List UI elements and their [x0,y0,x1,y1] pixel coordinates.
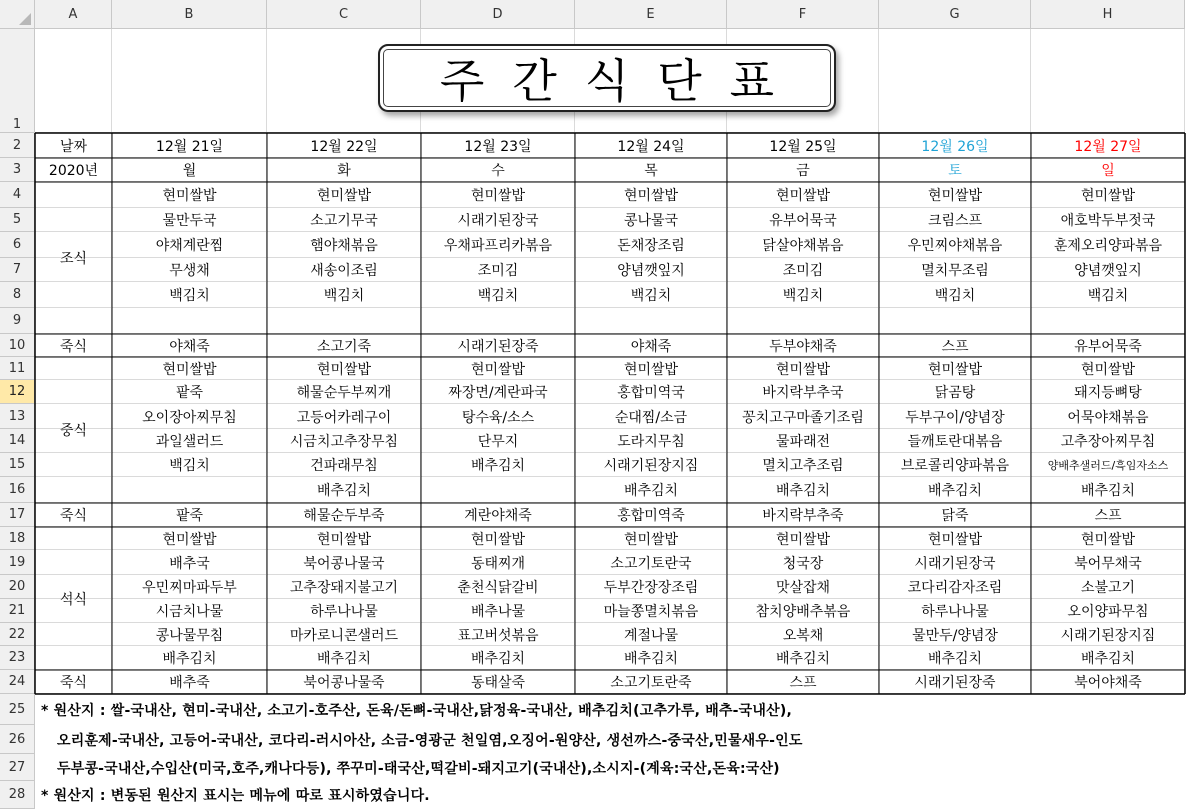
menu-item[interactable]: 어묵야채볶음 [1067,409,1149,426]
menu-item[interactable]: 현미쌀밥 [1080,361,1136,378]
date-cell[interactable]: 12월 22일 [310,138,378,155]
date-cell[interactable]: 12월 25일 [769,138,837,155]
menu-item[interactable]: 물파래전 [775,434,831,450]
menu-item[interactable]: 배추김치 [1080,651,1136,667]
menu-item[interactable]: 북어야채죽 [1074,675,1142,691]
menu-item[interactable]: 현미쌀밥 [1080,531,1136,548]
origin-note[interactable]: * 원산지 : 쌀-국내산, 현미-국내산, 소고기-호주산, 돈육/돈뼈-국내산,닭정육-국내산, 배추김치(고추가루, 배추-국내산), [41,702,792,719]
menu-item[interactable]: 오복채 [782,627,824,644]
menu-item[interactable]: 두부간장장조림 [603,580,699,596]
menu-item[interactable]: 브로콜리양파볶음 [900,458,1010,474]
menu-item[interactable]: 팥죽 [175,385,204,401]
row-header-24[interactable]: 24 [0,670,35,694]
menu-item[interactable]: 현미쌀밥 [470,188,526,204]
grid-cell[interactable] [35,29,112,133]
menu-item[interactable]: 백김치 [782,288,824,304]
column-header-h[interactable]: H [1031,0,1185,29]
grid-cell[interactable] [1031,29,1185,133]
menu-item[interactable]: 닭죽 [941,508,969,524]
menu-item[interactable]: 조미김 [477,263,519,279]
menu-item[interactable]: 시래기된장죽 [914,675,996,691]
menu-item[interactable]: 건파래무침 [310,458,378,474]
origin-note[interactable]: 두부콩-국내산,수입산(미국,호주,캐나다등), 쭈꾸미-태국산,떡갈비-돼지고기(국내산),소시지-(계육:국산,돈육:국산) [57,760,780,777]
menu-item[interactable]: 배추김치 [316,483,372,499]
menu-item[interactable]: 팥죽 [175,508,204,524]
menu-item[interactable]: 현미쌀밥 [162,361,217,378]
menu-item[interactable]: 소고기토란국 [610,555,692,572]
row-header-22[interactable]: 22 [0,623,35,646]
menu-item[interactable]: 햄야채볶음 [310,238,378,254]
menu-item[interactable]: 마카로니콘샐러드 [289,627,399,644]
menu-item[interactable]: 하루나나물 [921,604,989,620]
menu-item[interactable]: 홍합미역국 [617,385,685,401]
menu-item[interactable]: 조미김 [782,263,824,279]
menu-item[interactable]: 동태찌개 [470,555,526,572]
menu-item[interactable]: 현미쌀밥 [1080,188,1136,204]
column-header-g[interactable]: G [879,0,1031,29]
origin-note[interactable]: 오리훈제-국내산, 고등어-국내산, 코다리-러시아산, 소금-영광군 천일염,오징어-원양산, 생선까스-중국산,민물새우-인도 [57,732,803,749]
menu-item[interactable]: 동태살죽 [470,675,526,691]
row-header-26[interactable]: 26 [0,725,35,754]
menu-item[interactable]: 참치양배추볶음 [755,604,851,620]
menu-item[interactable]: 배추김치 [1080,483,1136,499]
menu-item[interactable]: 양배추샐러드/흑임자소스 [1047,459,1169,472]
menu-item[interactable]: 콩나물무침 [155,627,224,644]
menu-item[interactable]: 해물순두부죽 [303,508,385,524]
year-label[interactable]: 2020년 [48,163,99,179]
menu-item[interactable]: 표고버섯볶음 [457,627,539,644]
menu-item[interactable]: 시금치고추장무침 [289,434,399,450]
grid-cell[interactable] [267,308,421,334]
menu-item[interactable]: 백김치 [630,288,672,304]
grid-cell[interactable] [575,308,727,334]
menu-item[interactable]: 단무지 [477,434,519,450]
menu-item[interactable]: 맛살잡채 [775,580,831,596]
row-header-3[interactable]: 3 [0,158,35,182]
menu-item[interactable]: 배추김치 [316,651,372,667]
grid-cell[interactable] [112,29,267,133]
row-header-2[interactable]: 2 [0,133,35,158]
menu-item[interactable]: 현미쌀밥 [470,531,526,548]
menu-item[interactable]: 소고기죽 [316,338,372,355]
menu-item[interactable]: 홍합미역죽 [617,508,685,524]
grid-cell[interactable] [112,308,267,334]
menu-item[interactable]: 꽁치고구마졸기조림 [742,409,864,426]
menu-item[interactable]: 돼지등뼈탕 [1074,385,1142,401]
menu-item[interactable]: 오이장아찌무침 [142,409,237,426]
day-cell[interactable]: 일 [1101,163,1115,179]
menu-item[interactable]: 백김치 [477,288,519,304]
row-header-10[interactable]: 10 [0,334,35,357]
menu-item[interactable]: 배추김치 [927,651,983,667]
menu-item[interactable]: 배추김치 [162,651,217,667]
menu-item[interactable]: 오이양파무침 [1067,604,1149,620]
row-header-18[interactable]: 18 [0,527,35,550]
menu-item[interactable]: 계절나물 [623,627,679,644]
grid-cell[interactable] [112,477,267,503]
menu-item[interactable]: 물만두국 [162,213,217,229]
menu-item[interactable]: 고등어카레구이 [296,409,392,426]
menu-item[interactable]: 닭곰탕 [934,385,976,401]
menu-item[interactable]: 백김치 [169,288,210,304]
menu-item[interactable]: 배추김치 [775,483,831,499]
menu-item[interactable]: 스프 [941,338,969,355]
menu-item[interactable]: 두부야채죽 [769,338,837,355]
menu-item[interactable]: 백김치 [1087,288,1129,304]
menu-item[interactable]: 순대찜/소금 [614,409,688,426]
menu-item[interactable]: 시래기된장국 [914,555,996,572]
menu-item[interactable]: 도라지무침 [617,434,685,450]
menu-item[interactable]: 유부어묵죽 [1074,338,1142,355]
menu-item[interactable]: 백김치 [323,288,365,304]
menu-item[interactable]: 배추김치 [927,483,983,499]
section-dinner[interactable]: 석식 [59,591,88,608]
menu-item[interactable]: 훈제오리양파볶음 [1053,238,1163,254]
section-breakfast[interactable]: 조식 [59,251,88,267]
menu-item[interactable]: 바지락부추국 [762,385,844,401]
menu-item[interactable]: 현미쌀밥 [927,361,983,378]
menu-item[interactable]: 우채파프리카볶음 [443,238,553,254]
date-label[interactable]: 날짜 [59,138,88,155]
menu-item[interactable]: 멸치무조림 [921,263,989,279]
menu-item[interactable]: 소고기토란죽 [610,675,692,691]
menu-item[interactable]: 계란야채죽 [464,508,532,524]
menu-item[interactable]: 시래기된장지짐 [1060,627,1156,644]
menu-item[interactable]: 현미쌀밥 [316,531,372,548]
menu-item[interactable]: 스프 [789,675,817,691]
day-cell[interactable]: 수 [491,163,505,179]
menu-item[interactable]: 현미쌀밥 [162,531,217,548]
menu-item[interactable]: 탕수육/소스 [461,409,535,426]
menu-item[interactable]: 현미쌀밥 [775,361,831,378]
menu-item[interactable]: 해물순두부찌개 [296,385,392,401]
menu-item[interactable]: 멸치고추조림 [762,458,844,474]
date-cell[interactable]: 12월 23일 [464,138,532,155]
menu-item[interactable]: 배추김치 [623,483,679,499]
row-header-13[interactable]: 13 [0,404,35,429]
page-title: 주간식단표 [378,44,836,112]
date-cell[interactable]: 12월 26일 [921,138,989,155]
grid-cell[interactable] [421,308,575,334]
menu-item[interactable]: 과일샐러드 [155,434,224,450]
menu-item[interactable]: 시금치나물 [155,604,224,620]
menu-item[interactable]: 배추나물 [470,604,526,620]
menu-item[interactable]: 시래기된장지짐 [603,458,699,474]
menu-item[interactable]: 현미쌀밥 [623,531,679,548]
select-all-corner[interactable] [0,0,35,29]
row-header-6[interactable]: 6 [0,232,35,258]
row-header-1[interactable]: 1 [0,29,35,133]
menu-item[interactable]: 배추국 [169,555,210,572]
column-header-d[interactable]: D [421,0,575,29]
menu-item[interactable]: 크림스프 [927,213,983,229]
menu-item[interactable]: 북어무채국 [1074,555,1142,572]
menu-item[interactable]: 짜장면/계란파국 [448,385,548,401]
menu-item[interactable]: 소고기무국 [310,213,378,229]
grid-cell[interactable] [1031,308,1185,334]
menu-item[interactable]: 소불고기 [1080,580,1136,596]
menu-item[interactable]: 우민찌마파두부 [142,580,237,596]
menu-item[interactable]: 하루나나물 [310,604,378,620]
row-header-20[interactable]: 20 [0,575,35,599]
day-cell[interactable]: 금 [796,163,810,179]
menu-item[interactable]: 배추김치 [775,651,831,667]
menu-item[interactable]: 현미쌀밥 [927,188,983,204]
menu-item[interactable]: 마늘쫑멸치볶음 [603,604,699,620]
section-porridge-1[interactable]: 죽식 [59,338,88,355]
day-cell[interactable]: 월 [182,163,197,179]
menu-item[interactable]: 우민찌야채볶음 [907,238,1003,254]
row-header-21[interactable]: 21 [0,599,35,623]
date-cell[interactable]: 12월 21일 [155,138,224,155]
row-header-9[interactable]: 9 [0,308,35,334]
row-header-8[interactable]: 8 [0,282,35,308]
column-header-a[interactable]: A [35,0,112,29]
menu-item[interactable]: 들깨토란대볶음 [907,434,1003,450]
menu-item[interactable]: 물만두/양념장 [912,627,998,644]
menu-item[interactable]: 닭살야채볶음 [762,238,844,254]
menu-item[interactable]: 고추장돼지불고기 [289,580,399,596]
menu-item[interactable]: 새송이조림 [310,263,378,279]
menu-item[interactable]: 두부구이/양념장 [905,409,1005,426]
date-cell[interactable]: 12월 27일 [1074,138,1142,155]
menu-item[interactable]: 시래기된장죽 [457,338,539,355]
menu-item[interactable]: 배추김치 [623,651,679,667]
row-header-27[interactable]: 27 [0,754,35,781]
menu-item[interactable]: 북어콩나물국 [303,555,385,572]
menu-item[interactable]: 무생채 [169,263,210,279]
menu-item[interactable]: 현미쌀밥 [775,188,831,204]
column-header-b[interactable]: B [112,0,267,29]
menu-item[interactable]: 바지락부추죽 [762,508,844,524]
menu-item[interactable]: 현미쌀밥 [775,531,831,548]
menu-item[interactable]: 배추김치 [470,651,526,667]
column-header-f[interactable]: F [727,0,879,29]
row-header-16[interactable]: 16 [0,477,35,503]
menu-item[interactable]: 청국장 [782,555,824,572]
grid-cell[interactable] [879,29,1031,133]
section-lunch[interactable]: 중식 [59,423,88,439]
grid-cell[interactable] [421,477,575,503]
menu-item[interactable]: 현미쌀밥 [623,361,679,378]
menu-item[interactable]: 콩나물국 [623,213,679,229]
menu-item[interactable]: 현미쌀밥 [316,188,372,204]
column-header-c[interactable]: C [267,0,421,29]
menu-item[interactable]: 야채계란찜 [155,238,224,254]
menu-item[interactable]: 애호박두부젓국 [1060,213,1156,229]
menu-item[interactable]: 현미쌀밥 [623,188,679,204]
row-header-19[interactable]: 19 [0,550,35,575]
menu-item[interactable]: 춘천식닭갈비 [457,580,539,596]
menu-item[interactable]: 현미쌀밥 [162,188,217,204]
row-header-11[interactable]: 11 [0,357,35,380]
menu-item[interactable]: 배추김치 [470,458,526,474]
menu-item[interactable]: 백김치 [934,288,976,304]
origin-note[interactable]: * 원산지 : 변동된 원산지 표시는 메뉴에 따로 표시하였습니다. [41,788,430,804]
menu-item[interactable]: 북어콩나물죽 [303,675,385,691]
menu-item[interactable]: 배추죽 [169,675,210,691]
row-header-12[interactable]: 12 [0,380,35,404]
menu-item[interactable]: 유부어묵국 [769,213,837,229]
menu-item[interactable]: 현미쌀밥 [316,361,372,378]
menu-item[interactable]: 현미쌀밥 [927,531,983,548]
menu-item[interactable]: 고추장아찌무침 [1060,434,1156,450]
row-header-4[interactable]: 4 [0,182,35,208]
row-header-14[interactable]: 14 [0,429,35,453]
section-porridge-2[interactable]: 죽식 [59,508,88,524]
row-header-7[interactable]: 7 [0,258,35,282]
row-header-23[interactable]: 23 [0,646,35,670]
section-porridge-3[interactable]: 죽식 [59,675,88,691]
menu-item[interactable]: 현미쌀밥 [470,361,526,378]
column-header-e[interactable]: E [575,0,727,29]
day-cell[interactable]: 화 [337,163,351,179]
menu-item[interactable]: 야채죽 [630,338,672,355]
menu-item[interactable]: 양념깻잎지 [617,263,685,279]
row-header-15[interactable]: 15 [0,453,35,477]
row-header-17[interactable]: 17 [0,503,35,527]
row-header-25[interactable]: 25 [0,694,35,725]
menu-item[interactable]: 코다리감자조림 [907,580,1003,596]
row-header-28[interactable]: 28 [0,781,35,809]
grid-cell[interactable] [879,308,1031,334]
day-cell[interactable]: 목 [644,163,658,179]
menu-item[interactable]: 백김치 [169,458,210,474]
row-header-5[interactable]: 5 [0,208,35,232]
menu-item[interactable]: 야채죽 [169,338,210,355]
menu-item[interactable]: 양념깻잎지 [1074,263,1142,279]
day-cell[interactable]: 토 [948,163,962,179]
grid-cell[interactable] [727,308,879,334]
date-cell[interactable]: 12월 24일 [617,138,685,155]
menu-item[interactable]: 돈채장조림 [617,238,685,254]
menu-item[interactable]: 시래기된장국 [457,213,539,229]
menu-item[interactable]: 스프 [1094,508,1122,524]
